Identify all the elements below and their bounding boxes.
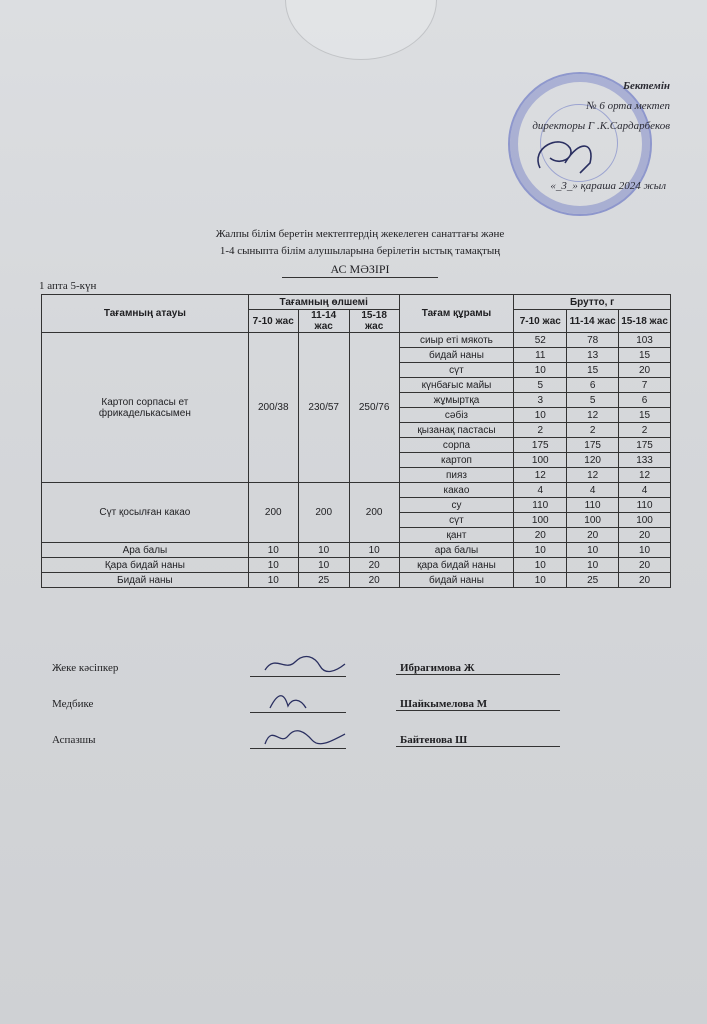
table-row (42, 543, 671, 558)
brutto-cell: 110 (619, 498, 671, 513)
portion-cell: 250/76 (349, 333, 399, 483)
brutto-cell: 133 (619, 453, 671, 468)
director-signature (520, 128, 610, 178)
punch-hole (285, 0, 437, 60)
dish-name-cell: Сүт қосылған какао (42, 483, 249, 543)
brutto-cell: 12 (567, 408, 619, 423)
brutto-cell: 10 (514, 543, 567, 558)
signature-name: Шайкымелова М (396, 698, 560, 711)
approval-label: Бектемін (622, 80, 670, 92)
brutto-cell: 20 (567, 528, 619, 543)
brutto-cell: 20 (514, 528, 567, 543)
ingredient-cell: жұмыртқа (399, 393, 514, 408)
approval-block (480, 76, 670, 192)
brutto-cell: 2 (619, 423, 671, 438)
brutto-cell: 15 (619, 348, 671, 363)
brutto-cell: 110 (514, 498, 567, 513)
ingredient-cell: қант (399, 528, 514, 543)
menu-table-body (42, 333, 671, 588)
header-brutto-age: 7-10 жас (514, 310, 567, 333)
brutto-cell: 12 (567, 468, 619, 483)
brutto-cell: 100 (514, 513, 567, 528)
portion-cell: 10 (248, 573, 298, 588)
portion-cell: 200/38 (248, 333, 298, 483)
header-brutto-age: 11-14 жас (567, 310, 619, 333)
brutto-cell: 6 (567, 378, 619, 393)
table-row (42, 483, 671, 498)
brutto-cell: 103 (619, 333, 671, 348)
brutto-cell: 120 (567, 453, 619, 468)
ingredient-cell: сүт (399, 513, 514, 528)
header-portion: Тағамның өлшемі (248, 295, 399, 310)
portion-cell: 10 (248, 558, 298, 573)
document-title (120, 226, 600, 278)
table-row (42, 573, 671, 588)
signature-line (250, 676, 346, 677)
title-line-1: Жалпы білім беретін мектептердің жекелеген санаттағы және (215, 228, 505, 240)
brutto-cell: 12 (514, 468, 567, 483)
brutto-cell: 100 (514, 453, 567, 468)
brutto-cell: 20 (619, 558, 671, 573)
brutto-cell: 100 (619, 513, 671, 528)
portion-cell: 10 (298, 558, 349, 573)
brutto-cell: 2 (567, 423, 619, 438)
brutto-cell: 25 (567, 573, 619, 588)
brutto-cell: 5 (567, 393, 619, 408)
brutto-cell: 15 (567, 363, 619, 378)
brutto-cell: 4 (619, 483, 671, 498)
brutto-cell: 12 (619, 468, 671, 483)
brutto-cell: 4 (514, 483, 567, 498)
brutto-cell: 10 (514, 558, 567, 573)
ingredient-cell: сүт (399, 363, 514, 378)
ingredient-cell: қызанақ пастасы (399, 423, 514, 438)
ingredient-cell: пияз (399, 468, 514, 483)
portion-cell: 10 (248, 543, 298, 558)
header-brutto: Брутто, г (514, 295, 671, 310)
portion-cell: 230/57 (298, 333, 349, 483)
brutto-cell: 4 (567, 483, 619, 498)
brutto-cell: 2 (514, 423, 567, 438)
portion-cell: 200 (349, 483, 399, 543)
ingredient-cell: бидай наны (399, 348, 514, 363)
ingredient-cell: картоп (399, 453, 514, 468)
header-brutto-age: 15-18 жас (619, 310, 671, 333)
brutto-cell: 110 (567, 498, 619, 513)
brutto-cell: 5 (514, 378, 567, 393)
ingredient-cell: сәбіз (399, 408, 514, 423)
dish-name-cell: Қара бидай наны (42, 558, 249, 573)
ingredient-cell: күнбағыс майы (399, 378, 514, 393)
brutto-cell: 13 (567, 348, 619, 363)
ingredient-cell: сиыр еті мякоть (399, 333, 514, 348)
ingredient-cell: су (399, 498, 514, 513)
portion-cell: 20 (349, 573, 399, 588)
brutto-cell: 175 (514, 438, 567, 453)
brutto-cell: 20 (619, 528, 671, 543)
signature-row (52, 724, 572, 754)
brutto-cell: 3 (514, 393, 567, 408)
signature-line (250, 712, 346, 713)
brutto-cell: 20 (619, 363, 671, 378)
brutto-cell: 175 (619, 438, 671, 453)
brutto-cell: 10 (567, 543, 619, 558)
ingredient-cell: сорпа (399, 438, 514, 453)
portion-cell: 200 (248, 483, 298, 543)
header-dish-name: Тағамның атауы (42, 295, 249, 333)
portion-cell: 25 (298, 573, 349, 588)
brutto-cell: 78 (567, 333, 619, 348)
brutto-cell: 10 (619, 543, 671, 558)
brutto-cell: 100 (567, 513, 619, 528)
signature-name: Ибрагимова Ж (396, 662, 560, 675)
header-portion-age: 15-18 жас (349, 310, 399, 333)
signature-role: Жеке кәсіпкер (52, 662, 119, 674)
ingredient-cell: ара балы (399, 543, 514, 558)
dish-name-cell: Картоп сорпасы ет фрикаделькасымен (42, 333, 249, 483)
approval-date: «_3_» қараша 2024 жыл (550, 180, 666, 192)
title-line-3: АС МӘЗІРІ (282, 261, 437, 278)
ingredient-cell: қара бидай наны (399, 558, 514, 573)
brutto-cell: 6 (619, 393, 671, 408)
ingredient-cell: бидай наны (399, 573, 514, 588)
handwritten-signature (260, 652, 350, 678)
brutto-cell: 52 (514, 333, 567, 348)
handwritten-signature (260, 724, 350, 750)
signature-role: Аспазшы (52, 734, 96, 746)
table-row (42, 333, 671, 348)
signature-row (52, 652, 572, 682)
signature-line (250, 748, 346, 749)
brutto-cell: 10 (514, 363, 567, 378)
portion-cell: 10 (349, 543, 399, 558)
portion-cell: 10 (298, 543, 349, 558)
brutto-cell: 20 (619, 573, 671, 588)
table-row (42, 558, 671, 573)
portion-cell: 200 (298, 483, 349, 543)
ingredient-cell: какао (399, 483, 514, 498)
header-portion-age: 7-10 жас (248, 310, 298, 333)
brutto-cell: 10 (514, 573, 567, 588)
brutto-cell: 11 (514, 348, 567, 363)
brutto-cell: 10 (567, 558, 619, 573)
handwritten-signature (260, 688, 350, 714)
week-day-label: 1 апта 5-күн (39, 280, 97, 292)
signature-name: Байтенова Ш (396, 734, 560, 747)
signature-role: Медбике (52, 698, 94, 710)
brutto-cell: 15 (619, 408, 671, 423)
dish-name-cell: Бидай наны (42, 573, 249, 588)
header-portion-age: 11-14 жас (298, 310, 349, 333)
brutto-cell: 10 (514, 408, 567, 423)
brutto-cell: 175 (567, 438, 619, 453)
title-line-2: 1-4 сыныпта білім алушыларына берілетін ыстық тамақтың (219, 245, 501, 257)
signature-row (52, 688, 572, 718)
menu-table (41, 294, 671, 588)
approval-school: № 6 орта мектеп (586, 100, 670, 112)
brutto-cell: 7 (619, 378, 671, 393)
header-composition: Тағам құрамы (399, 295, 514, 333)
portion-cell: 20 (349, 558, 399, 573)
dish-name-cell: Ара балы (42, 543, 249, 558)
approval-director: директоры Г .К.Сардарбеков (532, 120, 670, 132)
